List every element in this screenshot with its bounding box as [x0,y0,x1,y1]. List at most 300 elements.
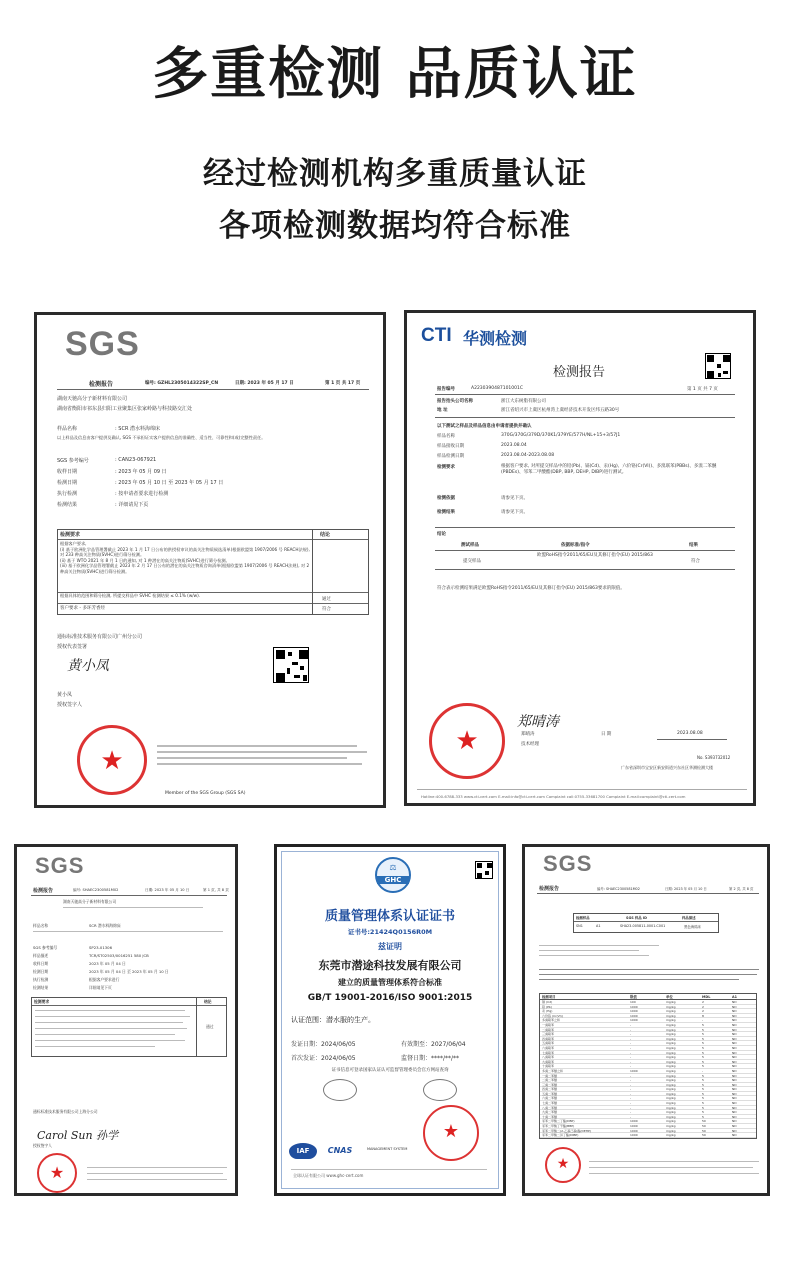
table-cell: 5 [702,1091,704,1096]
table-cell: ND [732,1004,737,1009]
sample-row-cell: A1 [596,924,601,928]
report-number: 编号: SHAEC2300581M02 [73,888,119,892]
table-cell: 七溴联苯 [542,1050,555,1055]
report-date: 日期: 2023 年 05 月 17 日 [235,381,294,386]
table-cell: 邻苯二甲酸二(2-乙基己基)酯(DEHP) [542,1128,591,1133]
cti-report-certificate [404,310,756,806]
req-line: (ii) 基于 WTO 2021 年 8 月 1 日的通知, 对 1 种潜在的高关注物质(SVHC)进行筛分检测。 [60,557,230,563]
table-cell: 1000 [630,1009,638,1014]
period: 2023.08.04-2023.08.08 [501,453,555,458]
footer-address: 广东省深圳市宝安区新安街道兴东社区华测检测大楼 [621,765,713,770]
mgmt-system-badge: MANAGEMENT SYSTEM [367,1147,408,1151]
table-cell: - [630,1114,632,1119]
desc: TCR/ST02503/0016251 580 JCB [89,953,149,958]
exec-label: 执行检测 [33,977,49,982]
table-cell: 汞 (Hg) [542,1009,553,1014]
table-cell: ND [732,1059,737,1064]
table-cell: ND [732,1055,737,1060]
row-result: 符合 [691,559,700,564]
table-cell: 5 [702,1055,704,1060]
ref-value: : CAN23-067921 [115,457,157,463]
col-sgs-id: SGS 样品 ID [626,916,647,920]
table-cell: mg/kg [666,1124,676,1129]
table-cell: - [630,1022,632,1027]
table-cell: 5 [702,1101,704,1106]
table-cell: ND [732,1018,737,1023]
table-cell: 五溴二苯醚 [542,1091,558,1096]
basis: 请参见下页。 [501,496,528,501]
table-req-header: 检测要求 [60,532,81,538]
requirements-table [31,997,227,1057]
sample: SCR 潜水料海绵床 [89,923,121,928]
applicant: 浙江大东树脂有限公司 [501,399,546,404]
table-cell: ND [732,1133,737,1138]
table-cell: ND [732,1124,737,1129]
info-title: 以下测试之样品及样品信息由申请者提供并确认 [437,424,532,429]
table-cell: 5 [702,1027,704,1032]
table-cell: mg/kg [666,1087,676,1092]
table-cell: 5 [702,1050,704,1055]
report-date: 日期: 2023 年 05 月 10 日 [665,887,707,891]
report-page: 第 1 页, 共 8 页 [203,888,229,892]
sign-name: 郑晴涛 [521,732,535,737]
sample-table [573,913,719,933]
table-cell: 1000 [630,1004,638,1009]
issue-date: 发证日期：2024/06/05 [291,1041,356,1048]
table-cell: ND [732,1110,737,1115]
req-line: 根据客户要求, [60,541,87,546]
signature: 黄小凤 [67,658,109,674]
table-cell: 1000 [630,1128,638,1133]
req-line: (iii) 基于欧洲化学品管理署截止 2023 年 2 月 17 日公布的潜在的高关注物质咨询清单(根据欧盟第 1907/2006 号 REACH法规), 对 2 种高关注物质(SVHC)进行筛分检测。 [60,563,310,574]
date-label: 日 期 [601,732,612,737]
table-header-cell: 检测项目 [542,995,556,999]
table-cell: 1000 [630,1119,638,1124]
table-cell: 50 [702,1128,706,1133]
table-cell: mg/kg [666,1068,676,1073]
address-label: 地 址 [437,408,448,413]
table-cell: 5 [702,1045,704,1050]
qr-code-icon [273,647,309,683]
cnas-badge: CNAS [327,1146,353,1155]
table-cell: mg/kg [666,1050,676,1055]
table-cell: mg/kg [666,1091,676,1096]
table-cell: ND [732,1032,737,1037]
signature: 郑晴涛 [517,714,559,730]
result-label: 检测结果 [437,510,455,515]
sample-row-cell: 黑色海绵床 [684,925,701,929]
table-header-cell: 单位 [666,995,673,999]
table-cell: 三溴联苯 [542,1032,555,1037]
recv-label: 样品接收日期 [437,444,464,449]
report-number: 编号: GZHL2305014322SP_CN [145,381,219,386]
ghc-red-stamp: ★ [423,1105,479,1161]
table-header-cell: MDL [702,995,711,999]
table-cell: ND [732,1128,737,1133]
table-cell: 5 [702,1041,704,1046]
table-cell: - [630,1087,632,1092]
req: 根据客户要求, 对所提交样品中的铅(Pb)、镉(Cd)、汞(Hg)、六价铬(Cr(VI))、多溴联苯(PBBs)、多溴二苯醚(PBDEs)、邻苯二甲酸酯(DBP, BBP, DEHP, DIBP)进行测试。 [501,464,717,476]
sample: 370G/370G/379D/370K1/379YE/577H/NL+15+3/57J1 [501,433,621,438]
row-standard: 欧盟RoHS指令2011/65/EU及其修订指令(EU) 2015/863 [537,553,653,558]
table-cell: ND [732,1064,737,1069]
table-cell: ND [732,1041,737,1046]
table-concl-header: 结论 [320,532,331,538]
report-no: A2230390487101001C [471,386,524,391]
doc-title: 检测报告 [33,888,54,894]
table-cell: mg/kg [666,1004,676,1009]
row-sample: 提交样品 [463,559,481,564]
verify-note: 证书信息可登录国家认证认可监督管理委员会官方网站查询 [331,1068,449,1073]
client-requirement: 客户要求 - 多环芳香烃 [60,606,105,611]
cti-logo-cn: 华测检测 [463,329,528,348]
table-cell: 1000 [630,1124,638,1129]
ref-label: SGS 参考编号 [57,458,89,464]
table-cell: - [630,1078,632,1083]
table-cell: 三溴二苯醚 [542,1082,558,1087]
signer-name: 黄小凤 [57,692,73,698]
table-cell: 八溴二苯醚 [542,1105,558,1110]
sign-title: 技术经理 [521,742,539,747]
table-cell: ND [732,1009,737,1014]
table-cell: 二溴联苯 [542,1027,555,1032]
col-desc: 样品描述 [682,916,696,920]
sgs-red-stamp: ★ [37,1153,77,1193]
page-title: 多重检测 品质认证 [152,42,638,107]
requirements-table [57,529,369,615]
table-cell: 一溴二苯醚 [542,1073,558,1078]
ghc-iso9001-certificate [274,844,506,1196]
table-cell: - [630,1032,632,1037]
table-cell: mg/kg [666,1013,676,1018]
result-label: 检测结果 [57,502,78,508]
table-cell: 铅 (Pb) [542,1004,553,1009]
table-cell: 2 [702,1000,704,1004]
exec-value: : 按申请者要求进行检测 [115,491,169,497]
table-cell: 六溴联苯 [542,1045,555,1050]
subtitle-line-1: 经过检测机构多重质量认证 [203,156,587,192]
exec: 根据客户要求进行 [89,977,120,982]
received-value: : 2023 年 05 月 09 日 [115,469,167,475]
sample-row-cell: SHA23-005811-0001.C001 [620,924,666,928]
table-cell: - [630,1055,632,1060]
ref-label: SGS 参考编号 [33,945,58,950]
table-cell: 多溴联苯之和 [542,1018,561,1023]
table-cell: - [630,1101,632,1106]
table-cell: mg/kg [666,1041,676,1046]
scope: 认证范围：潜水服的生产。 [291,1016,375,1024]
client-address: 湖南省衡阳市祁东县归阳工业聚集区张家岭路与科技路交汇处 [57,406,193,412]
table-cell: mg/kg [666,1128,676,1133]
sample-note: 以上样品及信息由客户提供及确认, SGS 不承担证实客户提供信息的准确性、适当性、可靠性和(或)完整性责任。 [57,435,266,440]
table-cell: - [630,1105,632,1110]
recv: 2023 年 05 月 04 日 [89,961,126,966]
iaf-badge: IAF [289,1143,317,1159]
table-cell: 八溴联苯 [542,1055,555,1060]
table-cell: 1000 [630,1068,638,1073]
qr-code-icon [475,861,493,879]
report-page: 第 1 页 共 17 页 [325,381,361,386]
sample-name: : SCR 潜水料海绵床 [115,426,161,432]
table-cell: 50 [702,1119,706,1124]
table-cell: 2 [702,1004,704,1009]
table-cell: mg/kg [666,1073,676,1078]
table-cell: ND [732,1101,737,1106]
sgs-red-stamp: ★ [545,1147,581,1183]
standard-line: 建立的质量管理体系符合标准 [338,978,442,987]
cti-footer: Hotline:400-6788-333 www.cti-cert.com E-mail:info@cti-cert.com Complaint call:0755-33681700 Complaint E-mail:complaint@cti-cert.com [421,794,686,799]
table-cell: mg/kg [666,1064,676,1069]
table-cell: - [630,1027,632,1032]
doc-title: 检测报告 [89,381,114,388]
recv: 2023.08.04 [501,443,527,448]
table-cell: 邻苯二甲酸二异丁酯(DIBP) [542,1133,579,1138]
client-name: 湖南天驰高分子新材料有限公司 [57,396,128,402]
table-cell: - [630,1036,632,1041]
table-cell: 一溴联苯 [542,1022,555,1027]
table-cell: - [630,1091,632,1096]
req-summary: 根据具体的范围和筛分检测, 所提交样品中 SVHC 检测结果 ≤ 0.1% (w/w). [60,593,201,598]
conclusion-label: 结论 [437,532,446,537]
period: 2023 年 05 月 04 日 至 2023 年 05 月 10 日 [89,969,169,974]
table-cell: 2 [702,1009,704,1014]
auth-label: 授权代表签署 [57,644,88,650]
table-cell: - [630,1041,632,1046]
doc-title: 检测报告 [553,365,606,380]
signer-title: 授权签字人 [57,702,83,708]
req-label: 检测要求 [437,465,455,470]
table-cell: mg/kg [666,1009,676,1014]
doc-title: 检测报告 [539,886,560,892]
table-cell: mg/kg [666,1110,676,1115]
table-cell: ND [732,1027,737,1032]
table-cell: 1000 [630,1018,638,1023]
table-cell: 100 [630,1000,636,1004]
table-cell: - [630,1045,632,1050]
table-cell: mg/kg [666,1018,676,1023]
applicant-label: 报告抬头公司名称 [437,399,473,404]
client-name: 湖南天驰高分子新材料有限公司 [63,899,117,904]
col-sample: 测试样品 [461,543,479,548]
table-cell: 5 [702,1105,704,1110]
col-sample: 检测样品 [576,916,590,920]
table-cell: ND [732,1082,737,1087]
proves-text: 兹证明 [378,942,402,951]
table-cell: 邻苯二甲酸二丁酯(DBP) [542,1119,575,1124]
table-cell: ND [732,1087,737,1092]
table-cell: mg/kg [666,1101,676,1106]
sgs-report-certificate-2 [14,844,238,1196]
ghc-logo-text: GHC [377,876,409,884]
report-number: 编号: SHAEC2300581M02 [597,887,640,891]
results-table [539,993,757,1139]
table-cell: 50 [702,1124,706,1129]
table-cell: 5 [702,1036,704,1041]
table-cell: mg/kg [666,1096,676,1101]
cert-no: No. S393732012 [697,755,731,760]
table-cell: 5 [702,1087,704,1092]
period-label: 检测日期 [33,969,49,974]
table-cell: 九溴二苯醚 [542,1110,558,1115]
table-cell: 1000 [630,1133,638,1138]
table-cell: 邻苯二甲酸丁苄酯(BBP) [542,1124,575,1129]
report-no-label: 报告编号 [437,387,455,392]
table-cell: ND [732,1091,737,1096]
table-cell: 七溴二苯醚 [542,1101,558,1106]
table-cell: mg/kg [666,1027,676,1032]
table-cell: 5 [702,1110,704,1115]
table-cell: mg/kg [666,1036,676,1041]
table-cell: 二溴二苯醚 [542,1078,558,1083]
qr-code-icon [705,353,731,379]
table-cell: - [630,1059,632,1064]
sgs-footer: Member of the SGS Group (SGS SA) [165,791,246,796]
table-req-header: 检测要求 [34,999,50,1004]
table-cell: - [630,1064,632,1069]
comply-text: 符合 [322,607,331,612]
period-label: 样品检测日期 [437,454,464,459]
lab-name: 通标标准技术服务有限公司广州分公司 [57,634,143,640]
sample-label: 样品名称 [437,434,455,439]
signature: Carol Sun 孙学 [37,1129,119,1142]
sample-label: 样品名称 [33,923,49,928]
table-cell: 5 [702,1064,704,1069]
table-cell: 5 [702,1032,704,1037]
table-cell: - [630,1073,632,1078]
table-cell: 六价铬 (Cr(VI)) [542,1013,563,1018]
table-cell: ND [732,1013,737,1018]
table-cell: ND [732,1045,737,1050]
date: 2023.08.08 [677,731,703,736]
result-label: 检测结果 [33,985,49,990]
seal-right-icon [423,1079,457,1101]
basis-label: 检测依据 [437,496,455,501]
recv-label: 收样日期 [33,961,49,966]
table-cell: ND [732,1096,737,1101]
table-cell: mg/kg [666,1022,676,1027]
table-cell: 十溴二苯醚 [542,1114,558,1119]
table-cell: mg/kg [666,1055,676,1060]
table-cell: 六溴二苯醚 [542,1096,558,1101]
table-cell: - [702,1068,704,1073]
desc-label: 样品描述 [33,953,49,958]
table-cell: mg/kg [666,1078,676,1083]
table-cell: mg/kg [666,1082,676,1087]
table-cell: - [630,1096,632,1101]
table-cell: 5 [702,1114,704,1119]
table-cell: 1000 [630,1013,638,1018]
ref: SP23-01306 [89,945,112,950]
result: 详细请见下页 [89,985,112,990]
table-header-cell: 限值 [630,995,637,999]
sgs-logo: SGS [35,853,85,878]
col-result: 结果 [689,543,698,548]
table-cell: mg/kg [666,1000,676,1004]
table-cell: - [630,1082,632,1087]
supervision-date: 监督日期：****/**/** [401,1055,460,1062]
col-standard: 依据标准/指令 [561,543,590,548]
table-cell: 五溴联苯 [542,1041,555,1046]
report-date: 日期: 2023 年 05 月 10 日 [145,888,190,892]
table-cell: ND [732,1022,737,1027]
table-concl-header: 结论 [204,999,212,1004]
ghc-logo: ⚖ GHC [375,857,411,893]
result-value: : 详细请见下页 [115,502,149,508]
table-cell: 5 [702,1078,704,1083]
report-page: 第 1 页 共 7 页 [687,387,718,392]
address: 浙江省绍兴市上虞区杭州湾上虞经济技术开发区纬五路30号 [501,408,620,413]
table-cell: 5 [702,1073,704,1078]
sgs-logo: SGS [543,851,593,876]
report-page: 第 2 页, 共 8 页 [729,887,754,891]
signer-title: 授权签字人 [33,1143,52,1148]
pass-text: 通过 [206,1024,214,1029]
table-cell: ND [732,1073,737,1078]
table-cell: ND [732,1068,737,1073]
table-cell: mg/kg [666,1114,676,1119]
result: 请参见下页。 [501,510,528,515]
seal-left-icon [323,1079,357,1101]
table-cell: ND [732,1036,737,1041]
table-cell: mg/kg [666,1105,676,1110]
table-cell: - [630,1050,632,1055]
table-cell: mg/kg [666,1133,676,1138]
summary: 符合表示检测结果满足欧盟RoHS指令2011/65/EU及其修订指令(EU) 2015/863要求的限值。 [437,586,625,591]
table-cell: 九溴联苯 [542,1059,555,1064]
table-cell: ND [732,1105,737,1110]
table-cell: ND [732,1000,737,1004]
cert-title: 质量管理体系认证证书 [324,909,455,924]
sgs-logo: SGS [65,325,140,363]
test-period-value: : 2023 年 05 月 10 日 至 2023 年 05 月 17 日 [115,480,224,486]
sgs-report-certificate [34,312,386,808]
pass-text: 通过 [322,597,331,602]
table-cell: mg/kg [666,1045,676,1050]
table-cell: 多溴二苯醚之和 [542,1068,564,1073]
company-name: 东莞市潜途科技发展有限公司 [318,959,462,972]
table-cell: 50 [702,1133,706,1138]
table-cell: 十溴联苯 [542,1064,555,1069]
table-cell: 5 [702,1022,704,1027]
sgs-red-stamp: ★ [77,725,147,795]
valid-until: 有效期至：2027/06/04 [401,1041,466,1048]
table-cell: mg/kg [666,1119,676,1124]
ghc-footer: 全球认证有限公司 www.ghc-cert.com [293,1173,364,1178]
exec-label: 执行检测 [57,491,78,497]
table-cell: - [702,1018,704,1023]
sample-name-label: 样品名称 [57,426,78,432]
table-cell: mg/kg [666,1032,676,1037]
table-cell: ND [732,1119,737,1124]
table-cell: - [630,1110,632,1115]
sample-row-cell: SN1 [576,924,583,928]
table-cell: 5 [702,1082,704,1087]
sgs-test-results-certificate [522,844,770,1196]
table-cell: ND [732,1078,737,1083]
req-line: (i) 基于欧洲化学品管理署截止 2023 年 1 月 17 日公布的供授权审议的高关注物质候选清单(根据欧盟第 1907/2006 号 REACH法规), 对 233 种高关注物质(SVHC)进行筛分检测。 [60,546,310,558]
table-cell: 5 [702,1059,704,1064]
table-cell: ND [732,1050,737,1055]
cti-red-stamp: ★ [429,703,505,779]
cti-logo: CTI [421,325,452,346]
table-cell: ND [732,1114,737,1119]
table-cell: 镉 (Cd) [542,1000,553,1004]
standard: GB/T 19001-2016/ISO 9001:2015 [307,993,473,1003]
lab-name: 通标标准技术服务有限公司上海分公司 [33,1109,98,1114]
table-cell: 5 [702,1096,704,1101]
received-label: 收样日期 [57,469,78,475]
first-issue: 首次发证：2024/06/05 [291,1055,356,1062]
